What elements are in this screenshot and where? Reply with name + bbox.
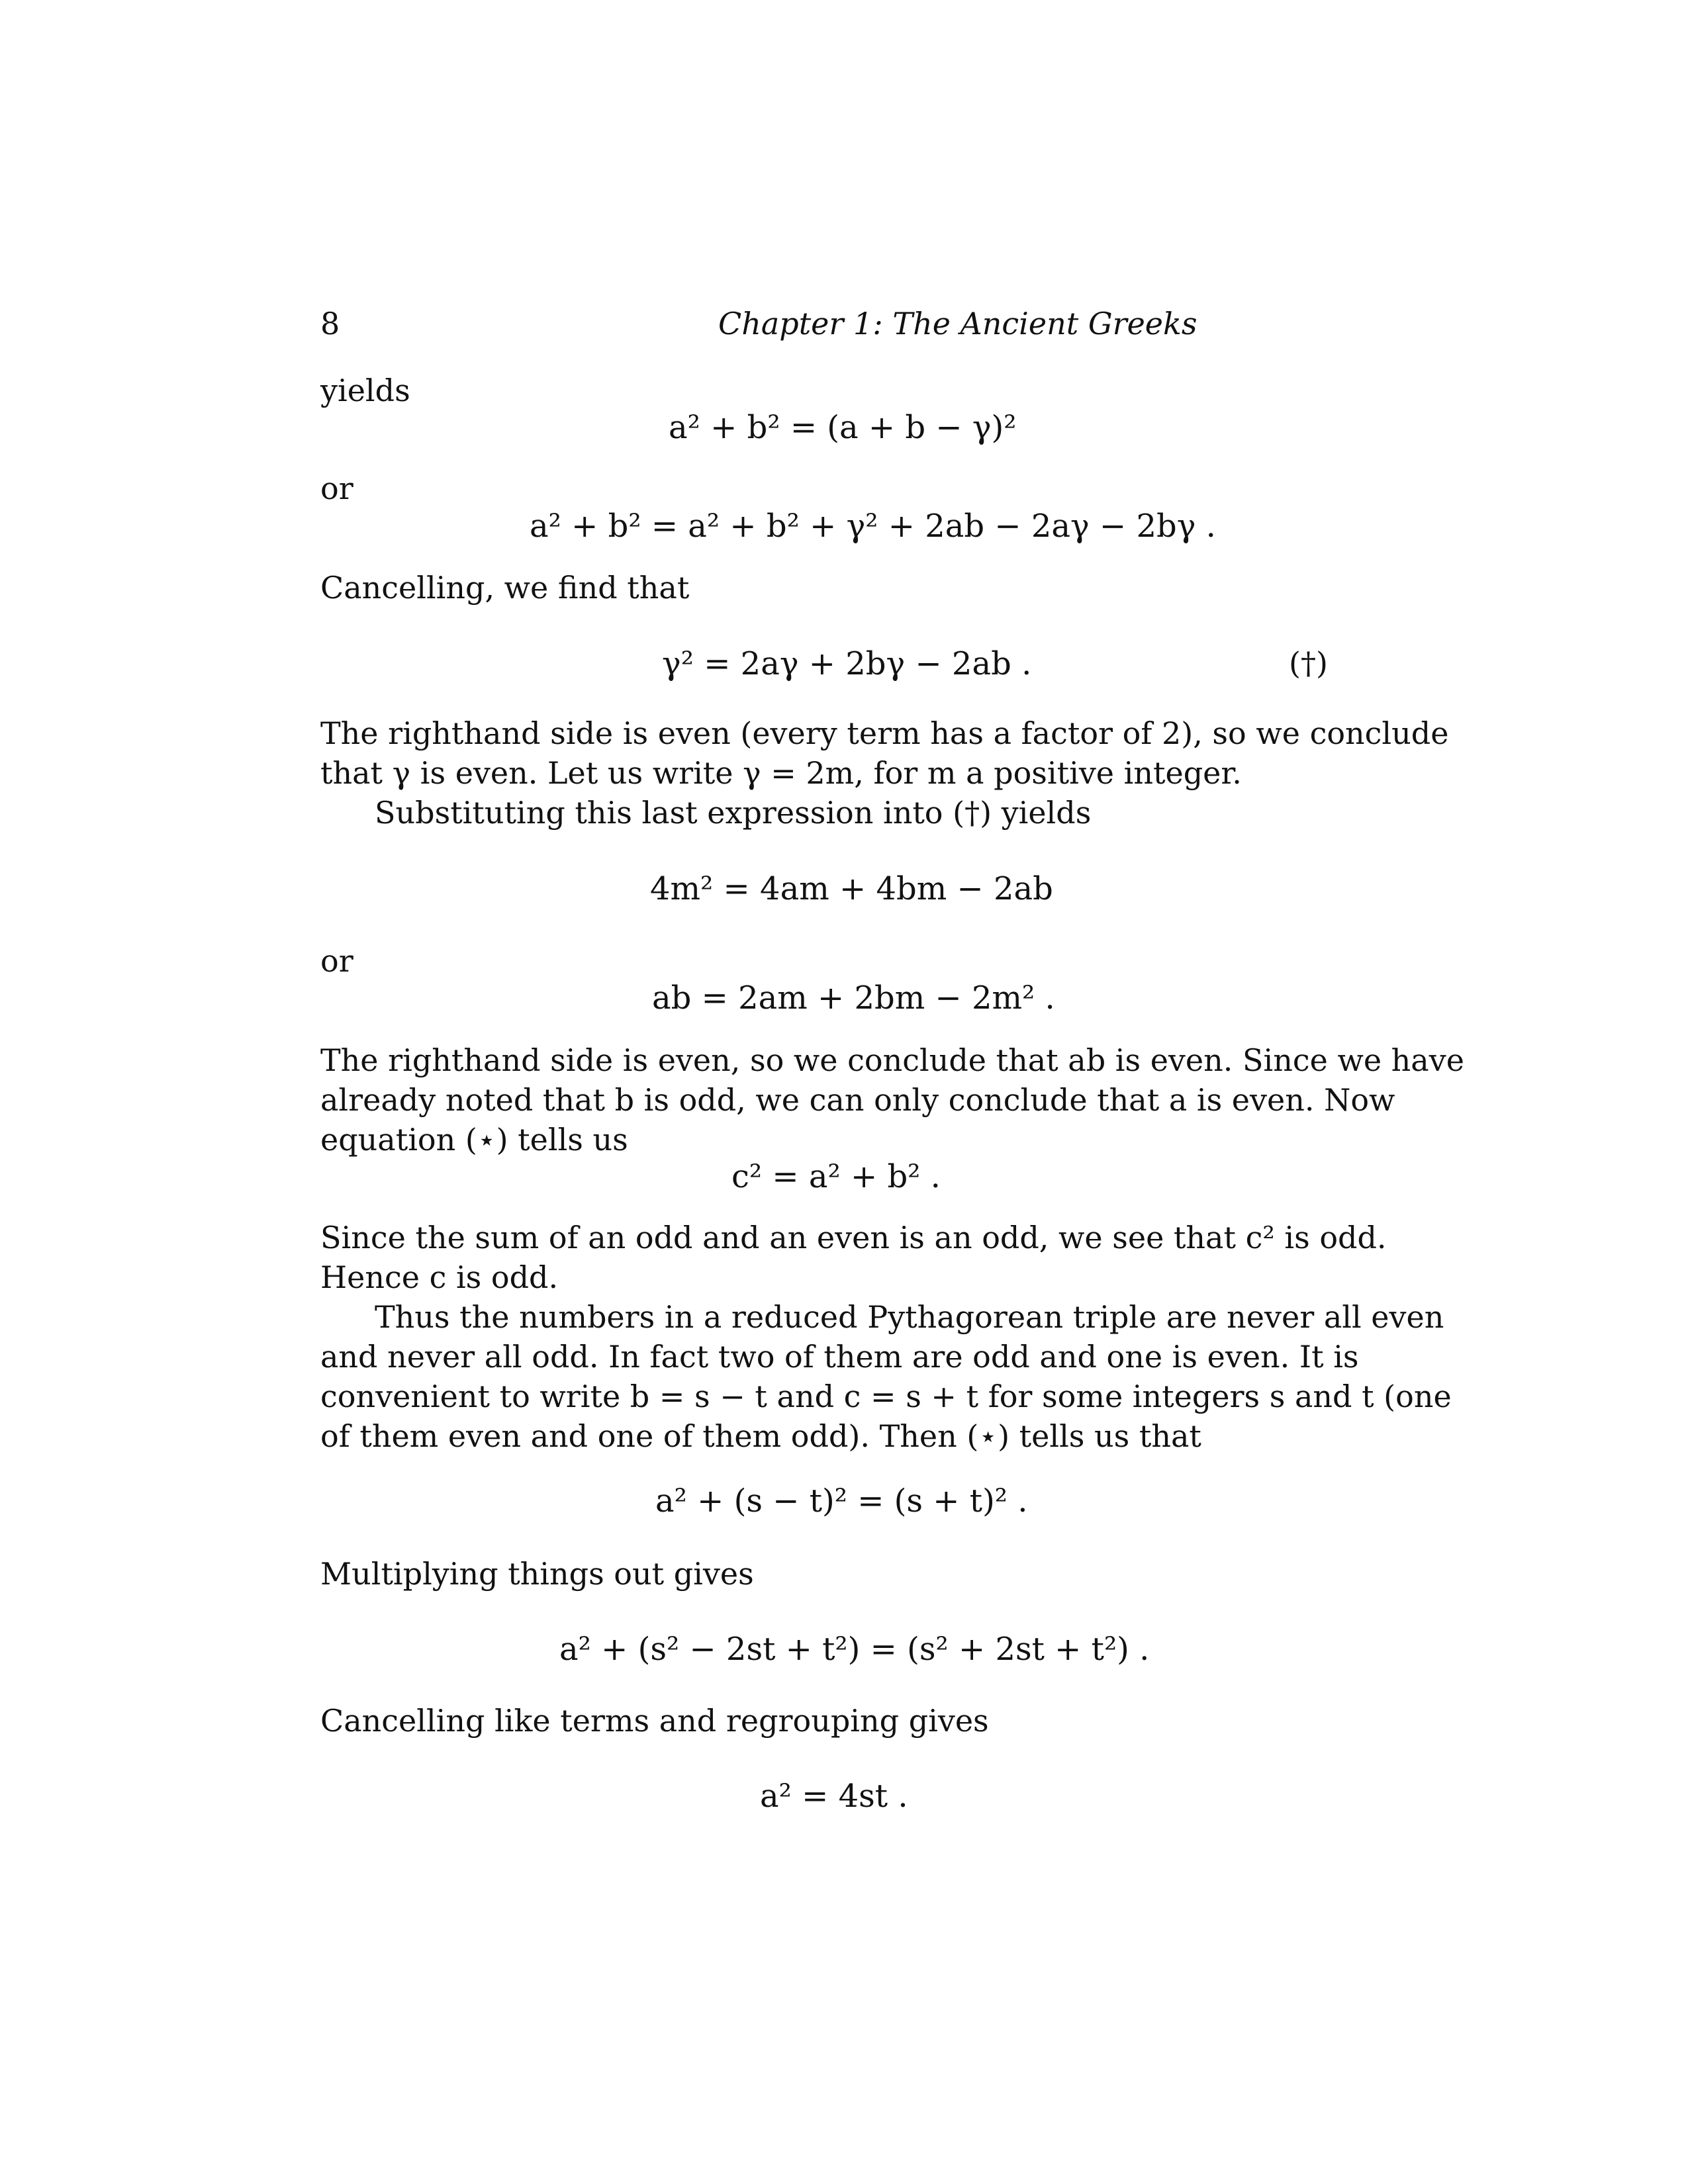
paragraph-4 [320,1218,1387,1297]
paragraph-3-line-2: already noted that b is odd, we can only conclude that a is even. Now [320,1082,1395,1118]
paragraph-4-line-2: Hence c is odd. [320,1259,559,1295]
page-number: 8 [320,306,340,341]
text-multiplying: Multiplying things out gives [320,1556,754,1592]
equation-5: ab = 2am + 2bm − 2m² . [652,979,1055,1017]
paragraph-3-line-1: The righthand side is even, so we conclude that ab is even. Since we have [320,1042,1464,1078]
text-or-2: or [320,943,353,979]
text-yields: yields [320,373,410,408]
paragraph-5-line-4: of them even and one of them odd). Then (⋆) tells us that [320,1418,1201,1454]
paragraph-5 [320,1297,1452,1456]
equation-1: a² + b² = (a + b − γ)² [669,409,1017,446]
text-cancelling-1: Cancelling, we find that [320,570,690,606]
equation-6: c² = a² + b² . [731,1158,941,1195]
equation-9: a² = 4st . [760,1778,908,1815]
equation-3: γ² = 2aγ + 2bγ − 2ab . [662,645,1032,682]
equation-2: a² + b² = a² + b² + γ² + 2ab − 2aγ − 2bγ . [530,508,1216,545]
paragraph-3-line-3: equation (⋆) tells us [320,1122,628,1158]
chapter-title: Chapter 1: The Ancient Greeks [718,306,1197,341]
equation-8: a² + (s² − 2st + t²) = (s² + 2st + t²) . [559,1631,1150,1668]
equation-4: 4m² = 4am + 4bm − 2ab [650,870,1053,907]
paragraph-5-line-2: and never all odd. In fact two of them are odd and one is even. It is [320,1339,1359,1375]
paragraph-5-line-3: convenient to write b = s − t and c = s + t for some integers s and t (one [320,1379,1452,1414]
paragraph-1-line-2: that γ is even. Let us write γ = 2m, for m a positive integer. [320,755,1242,791]
equation-tag-dagger: (†) [1289,645,1328,681]
text-cancelling-2: Cancelling like terms and regrouping gives [320,1703,989,1739]
paragraph-5-line-1: Thus the numbers in a reduced Pythagorean triple are never all even [375,1299,1444,1335]
paragraph-2: Substituting this last expression into (†) yields [375,795,1092,831]
paragraph-1 [320,713,1449,793]
paragraph-4-line-1: Since the sum of an odd and an even is an odd, we see that c² is odd. [320,1220,1387,1255]
equation-7: a² + (s − t)² = (s + t)² . [655,1482,1028,1520]
paragraph-1-line-1: The righthand side is even (every term has a factor of 2), so we conclude [320,715,1449,751]
paragraph-3 [320,1040,1464,1160]
text-or-1: or [320,471,353,506]
